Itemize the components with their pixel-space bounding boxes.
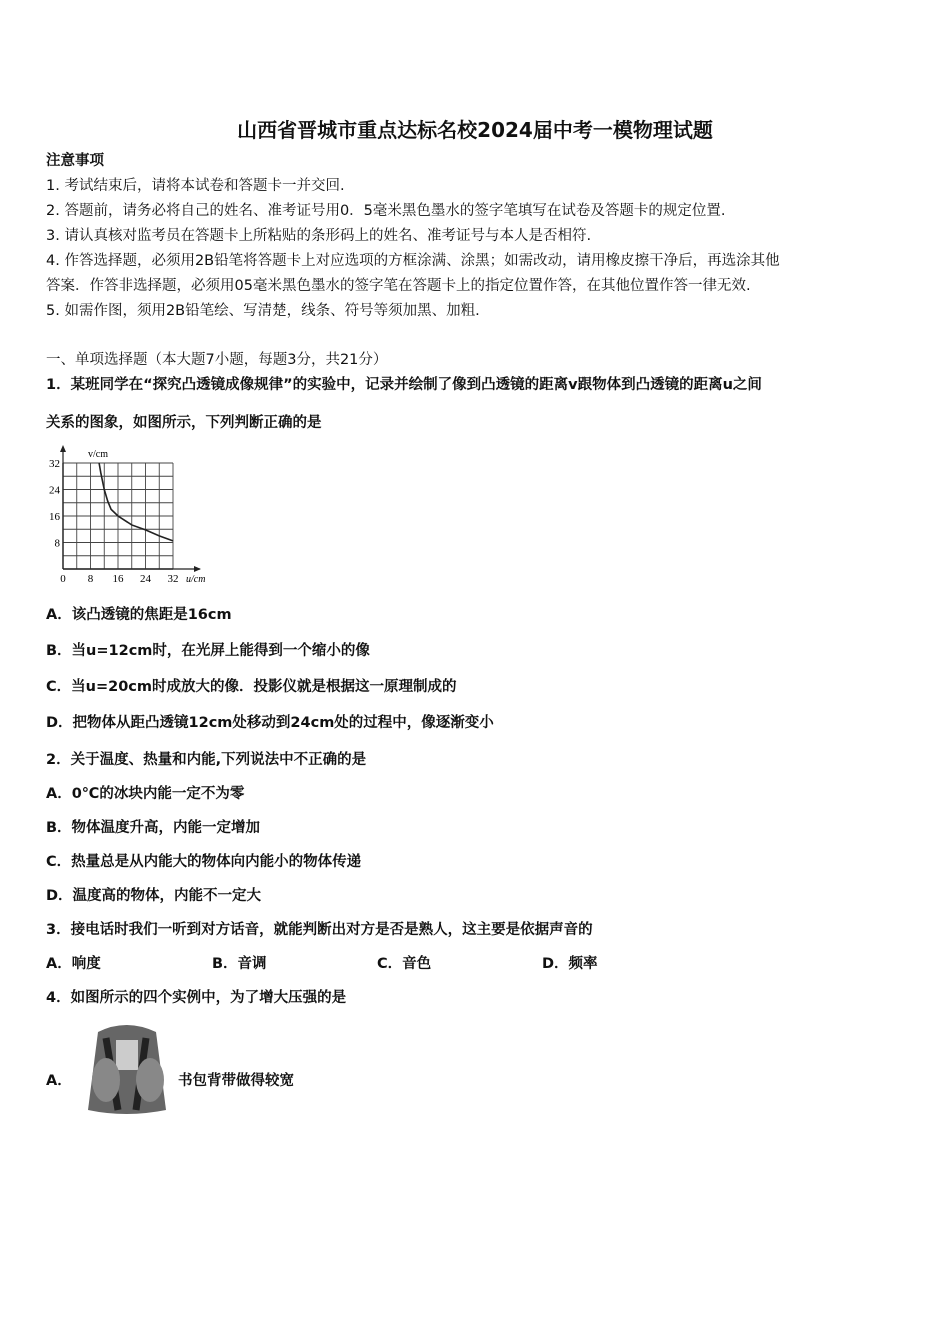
question-stem: 3．接电话时我们一听到对方话音，就能判断出对方是否是熟人，这主要是依据声音的 [46,922,593,938]
option: D．频率 [542,956,598,972]
option: B．物体温度升高，内能一定增加 [46,820,261,836]
x-tick-label: 8 [87,573,94,585]
page-title: 山西省晋城市重点达标名校2024届中考一模物理试题 [237,118,713,142]
question-stem: 关系的图象，如图所示，下列判断正确的是 [46,415,322,431]
option: D．把物体从距凸透镜12cm处移动到24cm处的过程中，像逐渐变小 [46,715,494,731]
option: D．温度高的物体，内能不一定大 [46,888,262,904]
option: A．0℃的冰块内能一定不为零 [46,786,245,802]
section-heading: 一、单项选择题（本大题7小题，每题3分，共21分） [46,352,388,368]
y-axis-arrow [60,445,66,452]
option-text: 书包背带做得较宽 [178,1073,294,1089]
notice-item: 4. 作答选择题，必须用2B铅笔将答题卡上对应选项的方框涂满、涂黑；如需改动，请用橡皮擦干净后，再选涂其他 [46,253,780,269]
option: B．当u=12cm时，在光屏上能得到一个缩小的像 [46,643,370,659]
question-stem: 1．某班同学在“探究凸透镜成像规律”的实验中，记录并绘制了像到凸透镜的距离v跟物体到凸透镜的距离u之间 [46,377,762,393]
notice-item: 答案．作答非选择题，必须用05毫米黑色墨水的签字笔在答题卡上的指定位置作答，在其他位置作答一律无效. [46,278,751,294]
notice-item: 2. 答题前，请务必将自己的姓名、准考证号用0．5毫米黑色墨水的签字笔填写在试卷及答题卡的规定位置. [46,203,726,219]
y-axis-label: v/cm [88,449,108,460]
option: B．音调 [212,956,267,972]
notice-item: 3. 请认真核对监考员在答题卡上所粘贴的条形码上的姓名、准考证号与本人是否相符. [46,228,592,244]
option: C．热量总是从内能大的物体向内能小的物体传递 [46,854,362,870]
x-tick-label: 16 [112,573,124,585]
notice-heading: 注意事项 [46,153,104,169]
v-u-graph [40,440,230,590]
x-tick-label: 24 [140,573,151,585]
backpack-image [76,1020,178,1118]
question-stem: 2．关于温度、热量和内能,下列说法中不正确的是 [46,752,367,768]
x-axis-label: u/cm [186,574,206,585]
option-label: A． [46,1073,72,1089]
notice-item: 1. 考试结束后，请将本试卷和答题卡一并交回. [46,178,345,194]
option: A．该凸透镜的焦距是16cm [46,607,232,623]
y-tick-label: 32 [49,458,60,470]
chart-grid [60,445,201,572]
x-tick-label: 0 [60,573,66,585]
question-stem: 4．如图所示的四个实例中，为了增大压强的是 [46,990,347,1006]
x-axis-arrow [194,566,201,572]
y-tick-label: 24 [49,484,60,497]
y-tick-label: 8 [54,537,60,550]
option: C．音色 [377,956,432,972]
option: A．响度 [46,956,101,972]
notice-item: 5. 如需作图，须用2B铅笔绘、写清楚，线条、符号等须加黑、加粗. [46,303,480,319]
option: C．当u=20cm时成放大的像．投影仪就是根据这一原理制成的 [46,679,457,695]
y-tick-label: 16 [49,511,60,523]
x-tick-label: 32 [167,573,179,585]
